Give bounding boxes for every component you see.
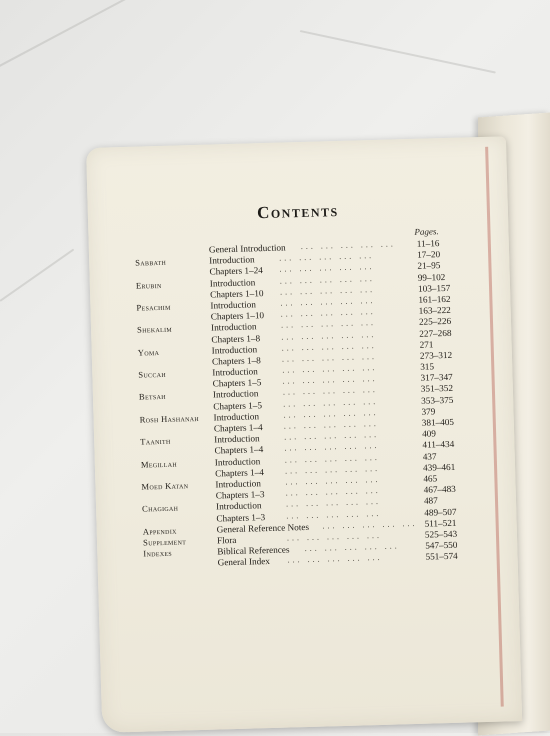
- toc-entry: Flora: [216, 534, 237, 546]
- page-range: 381–405: [421, 416, 455, 428]
- page-range: 21–95: [417, 260, 441, 272]
- tractate-name: Shekalim: [136, 323, 173, 335]
- page-range: 225–226: [418, 316, 452, 328]
- page-range: 489–507: [424, 506, 457, 518]
- page-range: 467–483: [423, 483, 456, 495]
- dot-leader: ... ... ... ... ...: [284, 452, 380, 465]
- dot-leader: ... ... ... ... ...: [281, 351, 378, 364]
- toc-entry: Chapters 1–8: [211, 332, 261, 345]
- toc-entry: Introduction: [212, 366, 258, 378]
- marble-vein: [0, 249, 74, 302]
- toc-entry: Chapters 1–24: [209, 265, 263, 277]
- tractate-name: Erubin: [135, 279, 162, 291]
- toc-entry: General Introduction: [208, 242, 286, 255]
- dot-leader: ... ... ... ... ...: [280, 307, 376, 319]
- dot-leader: ... ... ... ... ...: [281, 340, 377, 353]
- toc-entry: Chapters 1–8: [211, 355, 261, 367]
- page-range: 11–16: [416, 238, 440, 249]
- tractate-name: Succah: [138, 368, 167, 380]
- page-range: 317–347: [420, 372, 453, 383]
- dot-leader: ... ... ... ... ...: [282, 385, 378, 398]
- dot-leader: ... ... ... ... ...: [283, 407, 379, 420]
- page-range: 17–20: [416, 249, 441, 260]
- tractate-name: Appendix: [142, 525, 177, 537]
- page-range: 465: [423, 473, 438, 484]
- toc-entry: Chapters 1–3: [215, 489, 265, 501]
- tractate-name: Megillah: [140, 458, 178, 470]
- dot-leader: ... ... ... ... ...: [300, 239, 396, 252]
- toc-entry: Chapters 1–4: [213, 422, 263, 434]
- tractate-name: Indexes: [143, 547, 173, 559]
- dot-leader: ... ... ... ... ...: [279, 251, 375, 263]
- toc-entry: Introduction: [215, 478, 261, 490]
- dot-leader: ... ... ... ... ...: [283, 418, 379, 431]
- page-range: 227–268: [419, 327, 452, 339]
- tractate-name: Rosh Hashanah: [139, 412, 200, 425]
- page-range: 99–102: [417, 271, 446, 283]
- dot-leader: ... ... ... ... ...: [284, 430, 380, 442]
- toc-entry: General Reference Notes: [216, 521, 310, 535]
- pages-column-header: Pages.: [414, 226, 439, 237]
- dot-leader: ... ... ... ... ...: [304, 541, 400, 554]
- contents-page: [86, 136, 522, 732]
- toc-entry: Introduction: [211, 343, 258, 356]
- marble-vein: [0, 0, 220, 72]
- page-range: 353–375: [421, 394, 454, 406]
- dot-leader: ... ... ... ... ...: [279, 262, 375, 275]
- toc-entry: Introduction: [209, 254, 255, 266]
- page-range: 487: [423, 495, 438, 507]
- dot-leader: ... ... ... ... ...: [282, 363, 378, 375]
- dot-leader: ... ... ... ... ...: [279, 284, 376, 297]
- page-range: 411–434: [422, 439, 455, 451]
- toc-entry: Introduction: [212, 388, 259, 400]
- toc-entry: Introduction: [214, 433, 260, 445]
- page-range: 547–550: [425, 539, 458, 551]
- tractate-name: Taanith: [140, 435, 171, 447]
- dot-leader: ... ... ... ... ...: [285, 486, 381, 498]
- toc-entry: Chapters 1–5: [212, 377, 262, 389]
- marble-vein: [300, 30, 496, 74]
- page-range: 103–157: [417, 282, 451, 294]
- tractate-name: Pesachim: [136, 301, 171, 313]
- page-range: 351–352: [420, 383, 454, 395]
- tractate-name: Sabbath: [135, 256, 167, 268]
- page-range: 163–222: [418, 305, 451, 316]
- dot-leader: ... ... ... ... ...: [285, 474, 381, 487]
- dot-leader: ... ... ... ... ...: [286, 530, 383, 543]
- toc-entry: Chapters 1–3: [216, 511, 266, 524]
- dot-leader: ... ... ... ... ...: [284, 441, 380, 453]
- toc-entry: Introduction: [210, 321, 257, 333]
- toc-entry: Chapters 1–5: [213, 399, 263, 412]
- page-range: 437: [422, 450, 437, 462]
- tractate-name: Betsah: [138, 391, 166, 403]
- tractate-name: Chagigah: [141, 502, 179, 514]
- page-range: 525–543: [424, 528, 458, 540]
- dot-leader: ... ... ... ... ...: [281, 329, 377, 342]
- toc-entry: Introduction: [213, 411, 260, 423]
- toc-entry: Introduction: [214, 455, 261, 468]
- page-range: 439–461: [422, 461, 456, 473]
- tractate-name: Supplement: [142, 536, 187, 548]
- toc-entry: Chapters 1–10: [210, 310, 265, 322]
- dot-leader: ... ... ... ... ...: [285, 497, 382, 509]
- tractate-name: Yoma: [137, 346, 160, 358]
- toc-entry: General Index: [217, 556, 271, 568]
- page-range: 551–574: [425, 551, 458, 562]
- page-title: Contents: [256, 200, 339, 223]
- toc-entry: Biblical References: [217, 544, 290, 557]
- page-range: 511–521: [424, 517, 457, 529]
- dot-leader: ... ... ... ... ...: [287, 553, 383, 565]
- page-range: 315: [420, 361, 435, 372]
- toc-entry: Chapters 1–10: [209, 287, 264, 300]
- dot-leader: ... ... ... ... ...: [279, 273, 375, 286]
- page-range: 271: [419, 339, 434, 350]
- dot-leader: ... ... ... ... ...: [322, 518, 418, 531]
- tractate-name: Moed Katan: [141, 480, 189, 492]
- dot-leader: ... ... ... ... ...: [286, 508, 382, 521]
- page-range: 161–162: [418, 293, 451, 305]
- toc-entry: Introduction: [209, 276, 256, 289]
- dot-leader: ... ... ... ... ...: [280, 295, 376, 308]
- page-range: 409: [421, 428, 437, 439]
- page-range: 273–312: [419, 349, 453, 361]
- dot-leader: ... ... ... ... ...: [282, 374, 378, 386]
- toc-list: [89, 236, 518, 572]
- page-range: 379: [421, 406, 436, 417]
- toc-entry: Chapters 1–4: [214, 466, 265, 479]
- dot-leader: ... ... ... ... ...: [280, 318, 377, 330]
- toc-entry: Chapters 1–4: [214, 444, 264, 456]
- dot-leader: ... ... ... ... ...: [284, 463, 381, 476]
- dot-leader: ... ... ... ... ...: [283, 396, 379, 409]
- toc-entry: Introduction: [210, 299, 256, 311]
- toc-entry: Introduction: [215, 500, 262, 512]
